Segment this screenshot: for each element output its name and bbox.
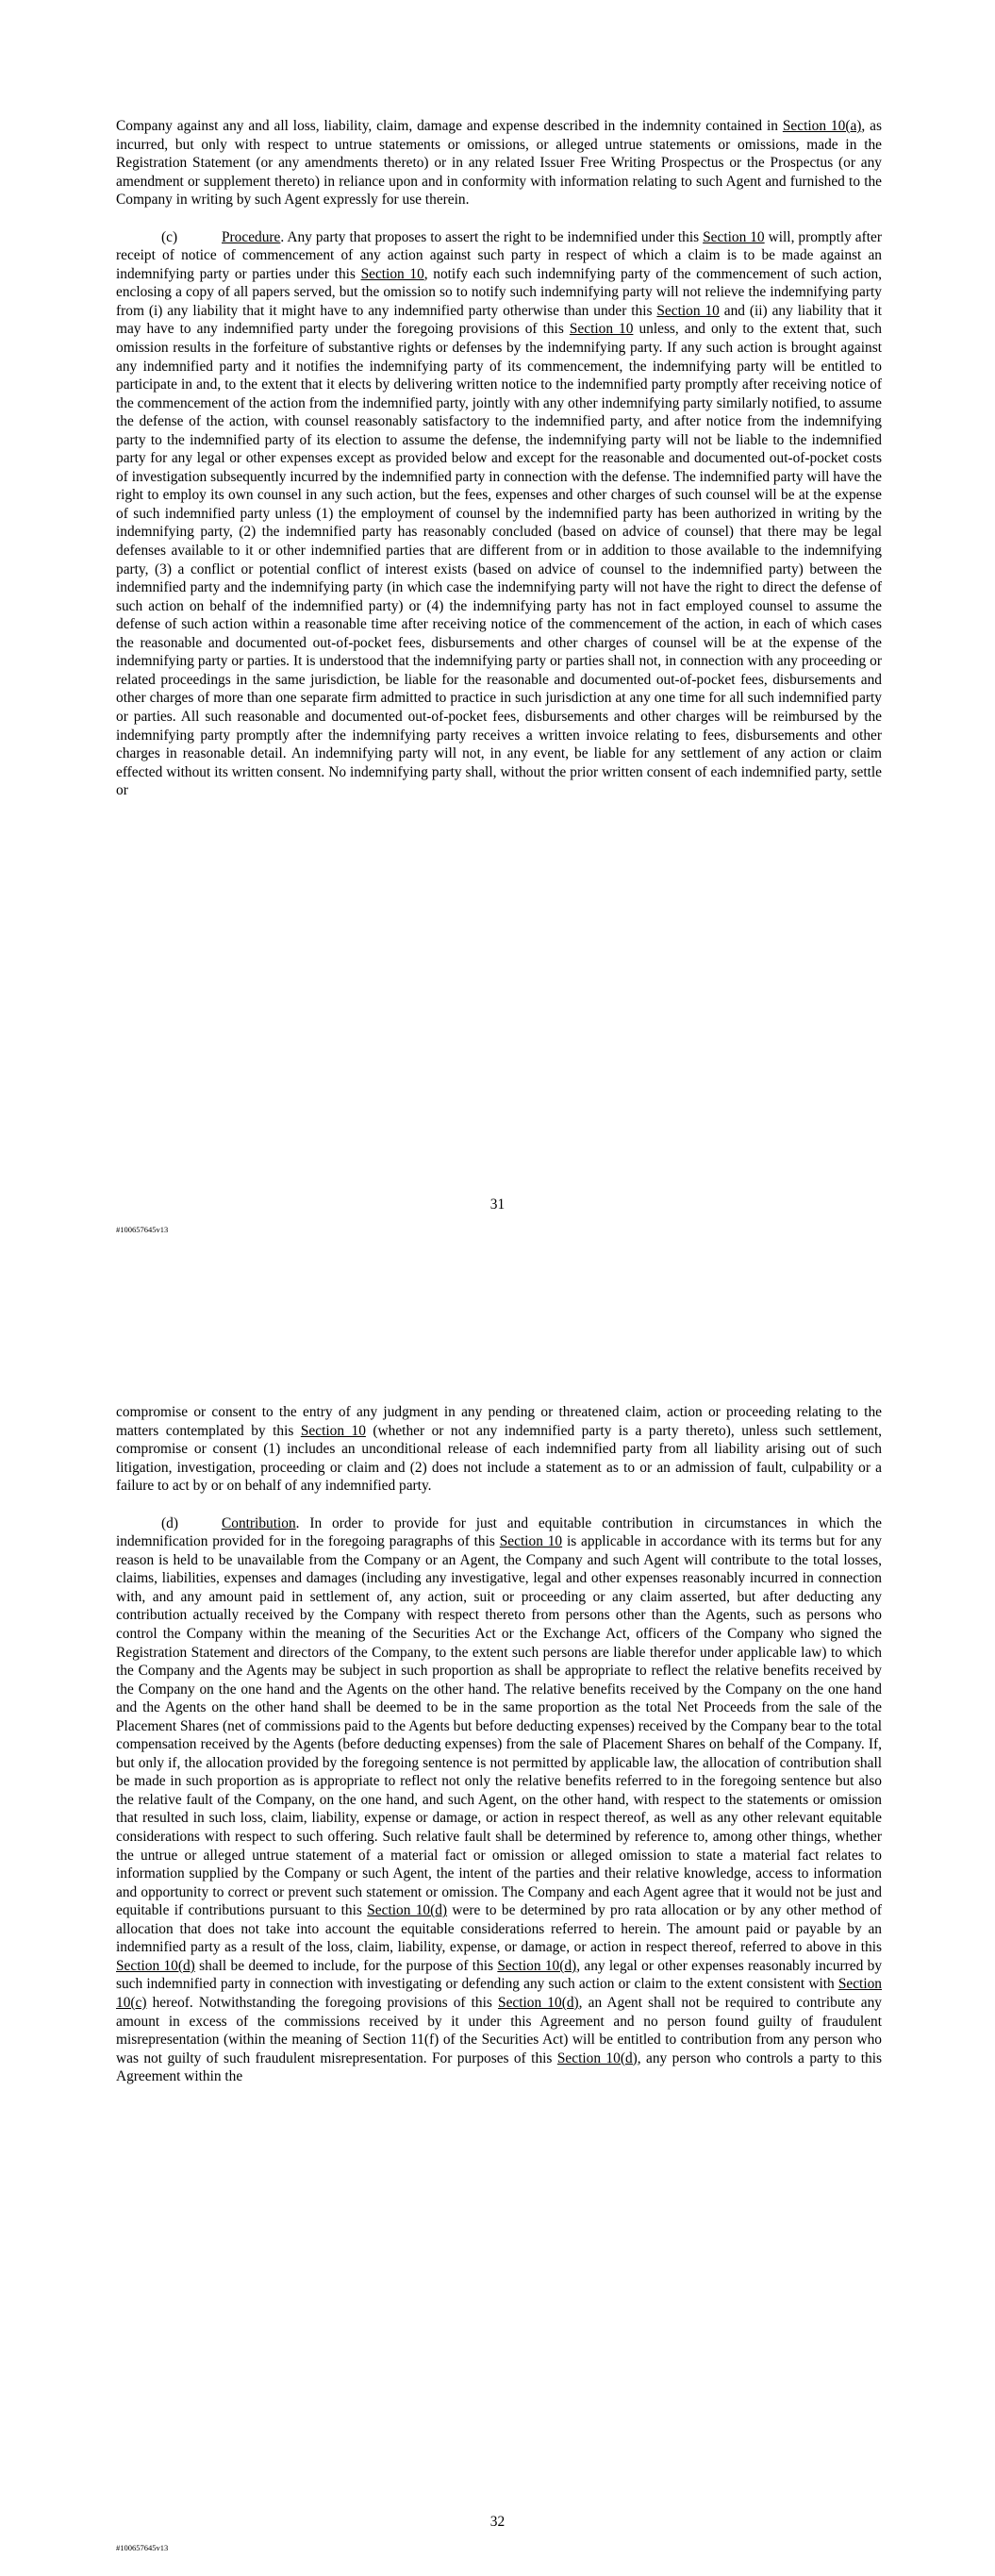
section-reference: Section 10: [499, 1533, 563, 1550]
document-id: #100657645v13: [116, 2543, 169, 2552]
paragraph-procedure: (c) Procedure. Any party that proposes to assert the right to be indemnified under this Section 10 will, promptly after receipt of notice of commencement of any action against such party in respect of which a claim is to be made against an indemnifying party or parties under this Section 10, notify each such indemnifying party of the commencement of such action, enclosing a copy of all papers served, but the omission so to notify such indemnifying party will not relieve the indemnifying party from (i) any liability that it might have to any indemnified party otherwise than under this Section 10 and (ii) any liability that it may have to any indemnified party under the foregoing provisions of this Section 10 unless, and only to the extent that, such omission results in the forfeiture of substantive rights or defenses by the indemnifying party. If any such action is brought against any indemnified party and it notifies the indemnifying party of its commencement, the indemnifying party will be entitled to participate in and, to the extent that it elects by delivering written notice to the indemnified party promptly after receiving notice of the commencement of the action from the indemnified party, jointly with any other indemnifying party similarly notified, to assume the defense of the action, with counsel reasonably satisfactory to the indemnified party, and after notice from the indemnifying party to the indemnified party of its election to assume the defense, the indemnifying party will not be liable to the indemnified party for any legal or other expenses except as provided below and except for the reasonable and documented out-of-pocket costs of investigation subsequently incurred by the indemnified party in connection with the defense. The indemnified party will have the right to employ its own counsel in any such action, but the fees, expenses and other charges of such counsel will be at the expense of such indemnified party unless (1) the employment of counsel by the indemnified party has been authorized in writing by the indemnifying party, (2) the indemnified party has reasonably concluded (based on advice of counsel) that there may be legal defenses available to it or other indemnified parties that are different from or in addition to those available to the indemnifying party, (3) a conflict or potential conflict of interest exists (based on advice of counsel to the indemnified party) between the indemnified party and the indemnifying party (in which case the indemnifying party will not have the right to direct the defense of such action on behalf of the indemnified party) or (4) the indemnifying party has not in fact employed counsel to assume the defense of such action within a reasonable time after receiving notice of the commencement of the action, in each of which cases the reasonable and documented out-of-pocket fees, disbursements and other charges of counsel will be at the expense of the indemnifying party or parties. It is understood that the indemnifying party or parties shall not, in connection with any proceeding or related proceedings in the same jurisdiction, be liable for the reasonable and documented out-of-pocket fees, disbursements and other charges of more than one separate firm admitted to practice in such jurisdiction at any one time for all such indemnified party or parties. All such reasonable and documented out-of-pocket fees, disbursements and other charges will be reimbursed by the indemnifying party promptly after the indemnifying party receives a written invoice relating to fees, disbursements and other charges in reasonable detail. An indemnifying party will not, in any event, be liable for any settlement of any action or claim effected without its written consent. No indemnifying party shall, without the prior written consent of each indemnified party, settle or: [116, 228, 883, 799]
section-reference: Section 10(d): [498, 1994, 579, 2011]
paragraph-procedure-continuation: compromise or consent to the entry of any judgment in any pending or threatened claim, action or proceeding relating to the matters contemplated by this Section 10 (whether or not any indemnified party is a party thereto), unless such settlement, compromise or consent (1) includes an unconditional release of each indemnified party from all liability arising out of such litigation, investigation, proceeding or claim and (2) does not include a statement as to or an admission of fault, culpability or a failure to act by or on behalf of any indemnified party.: [116, 1404, 883, 1495]
page-body: [116, 1403, 882, 2086]
clause-heading: Contribution: [222, 1514, 296, 1531]
clause-marker: (d): [161, 1514, 178, 1531]
document-id: #100657645v13: [116, 1225, 169, 1234]
page-body: [116, 117, 882, 800]
section-reference: Section 10(d): [556, 2049, 638, 2066]
section-reference: Section 10(d): [116, 1957, 195, 1974]
page-32: [0, 1285, 995, 2576]
paragraph-contribution: (d) Contribution. In order to provide for just and equitable contribution in circumstances in which the indemnification provided for in the foregoing paragraphs of this Section 10 is applicable in accordance with its terms but for any reason is held to be unavailable from the Company or an Agent, the Company and such Agent will contribute to the total losses, claims, liabilities, expenses and damages (including any investigative, legal and other expenses reasonably incurred in connection with, and any amount paid in settlement of, any action, suit or proceeding or any claim asserted, but after deducting any contribution actually received by the Company with respect thereto from persons other than the Agents, such as persons who control the Company within the meaning of the Securities Act or the Exchange Act, officers of the Company who signed the Registration Statement and directors of the Company, to the extent such persons are liable therefor under applicable law) to which the Company and the Agents may be subject in such proportion as shall be appropriate to reflect the relative benefits received by the Company on the one hand and the Agents on the other hand. The relative benefits received by the Company on the one hand and the Agents on the other hand shall be deemed to be in the same proportion as the total Net Proceeds from the sale of the Placement Shares (net of commissions paid to the Agents but before deducting expenses) received by the Company bear to the total compensation received by the Agents (before deducting expenses) from the sale of Placement Shares on behalf of the Company. If, but only if, the allocation provided by the foregoing sentence is not permitted by applicable law, the allocation of contribution shall be made in such proportion as is appropriate to reflect not only the relative benefits referred to in the foregoing sentence but also the relative fault of the Company, on the one hand, and such Agent, on the other hand, with respect to the statements or omission that resulted in such loss, claim, liability, expense or damage, or action in respect thereof, as well as any other relevant equitable considerations with respect to such offering. Such relative fault shall be determined by reference to, among other things, whether the untrue or alleged untrue statement of a material fact or omission or alleged omission to state a material fact relates to information supplied by the Company or such Agent, the intent of the parties and their relative knowledge, access to information and opportunity to correct or prevent such statement or omission. The Company and each Agent agree that it would not be just and equitable if contributions pursuant to this Section 10(d) were to be determined by pro rata allocation or by any other method of allocation that does not take into account the equitable considerations referred to herein. The amount paid or payable by an indemnified party as a result of the loss, claim, liability, expense, or damage, or action in respect thereof, referred to above in this Section 10(d) shall be deemed to include, for the purpose of this Section 10(d), any legal or other expenses reasonably incurred by such indemnified party in connection with investigating or defending any such action or claim to the extent consistent with Section 10(c) hereof. Notwithstanding the foregoing provisions of this Section 10(d), an Agent shall not be required to contribute any amount in excess of the commissions received by it under this Agreement and no person found guilty of fraudulent misrepresentation (within the meaning of Section 11(f) of the Securities Act) will be entitled to contribution from any person who was not guilty of such fraudulent misrepresentation. For purposes of this Section 10(d), any person who controls a party to this Agreement within the: [116, 1514, 883, 2085]
section-reference: Section 10: [703, 228, 765, 245]
section-reference: Section 10: [569, 321, 634, 338]
clause-heading: Procedure: [222, 228, 281, 245]
section-reference: Section 10(c): [116, 1976, 882, 2011]
section-reference: Section 10(a): [782, 118, 862, 134]
section-reference: Section 10(d): [367, 1902, 448, 1919]
section-reference: Section 10(d): [497, 1957, 577, 1974]
clause-marker: (c): [161, 228, 178, 245]
page-number: 32: [489, 2514, 506, 2530]
page-31: [0, 0, 995, 1285]
section-reference: Section 10: [360, 265, 424, 282]
section-reference: Section 10: [656, 302, 720, 319]
paragraph-indemnity-continuation: Company against any and all loss, liability, claim, damage and expense described in the indemnity contained in Section 10(a), as incurred, but only with respect to untrue statements or omissions, or alleged untrue statements or omissions, made in the Registration Statement (or any amendments thereto) or in any related Issuer Free Writing Prospectus or the Prospectus (or any amendment or supplement thereto) in reliance upon and in conformity with information relating to such Agent and furnished to the Company in writing by such Agent expressly for use therein.: [116, 118, 882, 209]
page-number: 31: [489, 1196, 506, 1213]
section-reference: Section 10: [300, 1422, 366, 1439]
